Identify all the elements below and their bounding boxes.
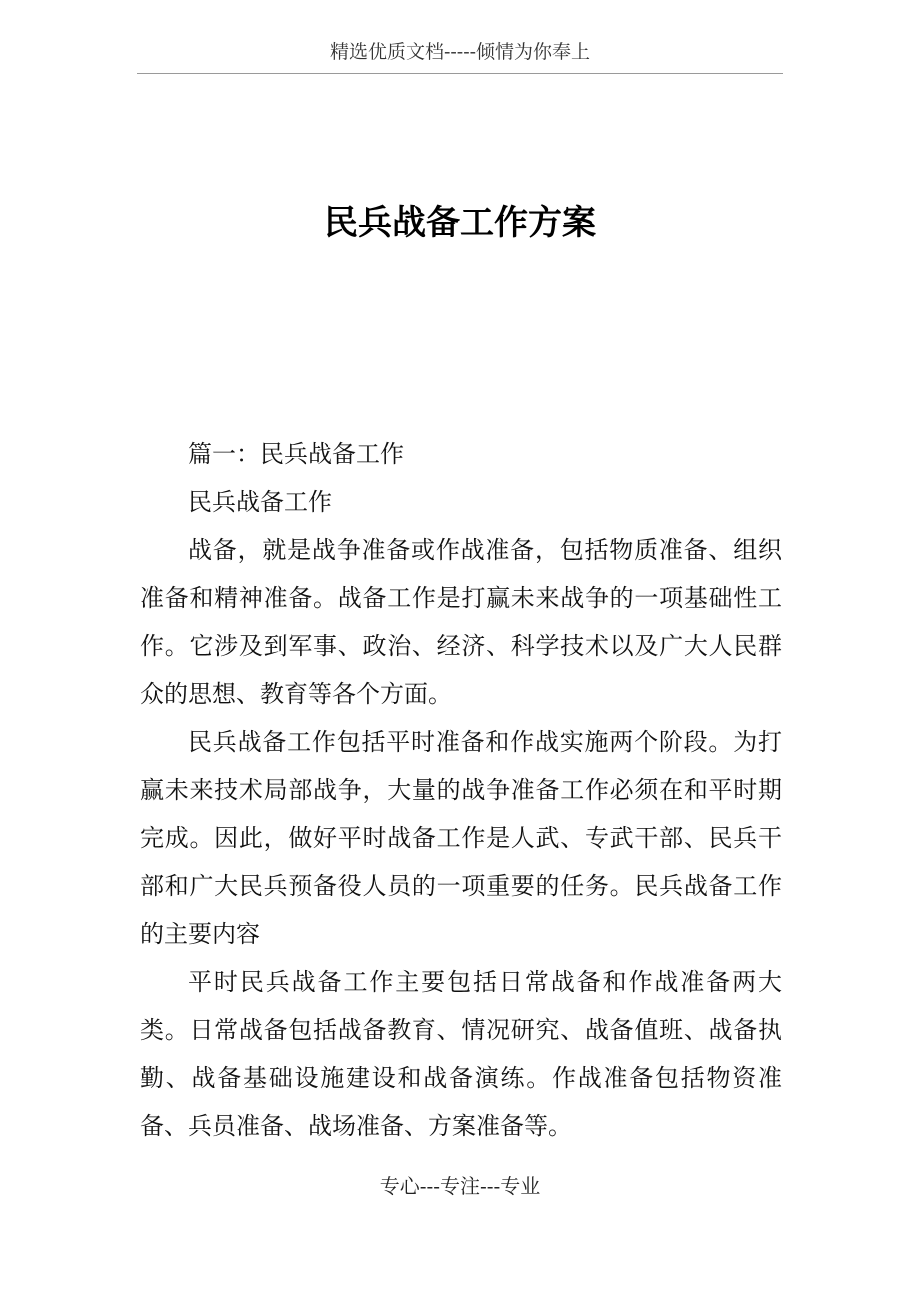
page-header: 精选优质文档-----倾情为你奉上 xyxy=(329,41,591,63)
page-footer: 专心---专注---专业 xyxy=(379,1174,541,1198)
header-divider xyxy=(137,73,783,74)
subsection-heading: 民兵战备工作 xyxy=(188,488,332,516)
body-paragraph: 平时民兵战备工作主要包括日常战备和作战准备两大类。日常战备包括战备教育、情况研究、战备值班、战备执勤、战备基础设施建设和战备演练。作战准备包括物资准备、兵员准备、战场准备、方案准备等。 xyxy=(140,968,782,1140)
document-title: 民兵战备工作方案 xyxy=(324,203,596,243)
section-heading: 篇一：民兵战备工作 xyxy=(188,440,404,468)
body-paragraph: 战备，就是战争准备或作战准备，包括物质准备、组织准备和精神准备。战备工作是打赢未来战争的一项基础性工作。它涉及到军事、政治、经济、科学技术以及广大人民群众的思想、教育等各个方面。 xyxy=(140,536,782,708)
document-body xyxy=(140,430,782,1150)
body-paragraph: 民兵战备工作包括平时准备和作战实施两个阶段。为打赢未来技术局部战争，大量的战争准备工作必须在和平时期完成。因此，做好平时战备工作是人武、专武干部、民兵干部和广大民兵预备役人员的一项重要的任务。民兵战备工作的主要内容 xyxy=(140,728,782,948)
